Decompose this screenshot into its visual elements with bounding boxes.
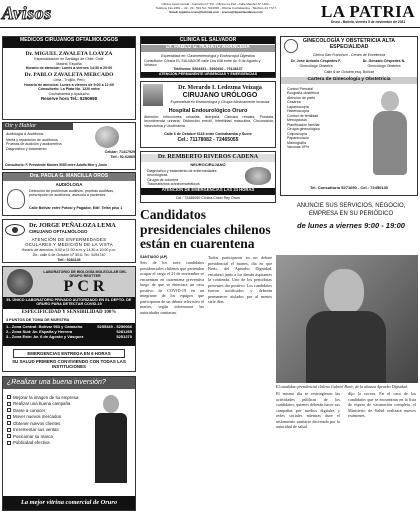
list-item: Publicidad efectiva xyxy=(7,440,87,445)
ad-medicos-oftalmologos: MÉDICOS CIRUJANOS OFTALMÓLOGOS Dr. MIGUEL ZAVALETA LOAYZA Especialización en Santiago de Chile, Chile Madrid, España Horario de atención: Lunes a viernes 14:30 a 20:00 Dr. PABLO ZAVALETA MERCADO Lima - Trujillo, Perú Horario de atención: Lunes a viernes de 9:00 a 12:00 Consultorio: La Plata No. 1220 entre Cochabamba y Ayacucho Reserve hora Tel.: 5250698 xyxy=(2,36,136,120)
clinic-logo xyxy=(284,39,298,53)
ad-realizar-inversion: ¿Realizar una buena inversión? Mejorar la imagen de su empresa Realizar una buena campaña Darse a conocer Mover nuevos mercados Obtener nuevos clientes Incrementar sus ventas Posicionar su marca Publicidad efectiva La mejor vitrina comercial de Oruro xyxy=(2,376,136,511)
office-info: Oficina Casa Central - Camacho N° 3/2 - Oficina La Paz - Calle Méndez N° 1400 - Teléfono Fax 2281 -- 22 - 23 - 591 Tel: 7613593 - Oficina Cochabamba - Teléfono 44 772 7 Email: lapatria.oruro@hotmail.com - prensa@lapatriaenlinea.com xyxy=(155,2,277,14)
checkbox-icon xyxy=(7,408,11,412)
newspaper-logo: LA PATRIA xyxy=(320,2,416,21)
sucursal-row: 2.- Zona Sud: Av. España y Herrera 5281255 xyxy=(6,328,132,334)
list-item: Posicionar su marca xyxy=(7,434,87,439)
ad-oir-hablar: Oír y Hablar Audiología & Audífonos Venta y reparación de audífonos Pruebas de audición y audiometría Diagnóstico y tratamiento Celular: 71417929 Telf.: 52-62860 Consultorio: F. Presidente Montes 5085 entre Adolfo Mier y Junín xyxy=(2,122,136,170)
article-body: SANTIAGO (AP) Seis de los siete candidatos presidenciales chilenos que pretenden ocupar el cargo el 21 de noviembre se encuentran en cuarentena preventiva luego de que se detectara un caso positivo de COVID-19 en un integrante de los equipos que participaron de un debate televisivo el martes, según informaron las autoridades sanitarias. Todos participaron en un debate presidencial el martes, día en que Boric, del Apruebo Dignidad, encabezó junto a los demás aspirantes la contienda. Uno de los periodistas presentes dio positivo. Los candidatos fueron notificados y deberán permanecer aislados por al menos siete días. El mismo día se restringieron las actividades públicas de los candidatos, quienes deberán hacer sus campañas por medios digitales y redes sociales mientras dure el aislamiento sanitario decretado por la autoridad de salud. dijo la vocera. En el caso de los candidatos que se encuentran en la lista de espera de vacunación completa, el Ministerio de Salud realizará nuevos exámenes. xyxy=(140,255,416,430)
virus-image xyxy=(7,269,33,295)
section-title: Avisos xyxy=(2,3,94,23)
checkbox-icon xyxy=(7,434,11,438)
ad-penaloza: Dr. JORGE PEÑALOZA LEMA CIRUJANO OFTALMÓLOGO ATENCIÓN DE ENFERMEDADES OCULARES Y MEDICIÓN DE LA VISTA Horario de atención: 9:00 a 11:30 a.m. y 14:30 a 19:00 p.m. Dir.: calle 6 de Octubre N° 5011 Tel.: 5254740 Telf.: 5284136 xyxy=(2,219,136,263)
hearing-aid-image xyxy=(95,126,119,148)
list-item: Mejorar la imagen de su empresa xyxy=(7,395,87,400)
pcr-logo: PCR xyxy=(63,278,109,295)
list-item: Darse a conocer xyxy=(7,408,87,413)
checkbox-icon xyxy=(7,441,11,445)
list-item: Incrementar sus ventas xyxy=(7,427,87,432)
businessman-image xyxy=(91,395,131,485)
article-headline: Candidatos presidenciales chilenos están en cuarentena xyxy=(140,207,271,252)
doctor-photo xyxy=(143,84,163,106)
ad-mancilla: Dra. PAOLA G. MANCILLA OROS AUDIÓLOGA Detección de problemas auditivos, pruebas auditivas, prescripción de audífonos, asesoría a pacientes Calle Bolívar entre Potosí y Pagador, Edif. Tefan piso 1 xyxy=(2,172,136,216)
brain-image xyxy=(245,167,271,185)
sucursal-row: 1.- Zona Central: Bolívar 963 y Camacho 5255349 - 5250066 xyxy=(6,323,132,329)
dateline: Oruro - Bolivia, viernes 5 de noviembre de 2021 xyxy=(330,20,406,24)
photo-caption: El candidato presidencial chileno Gabriel Boric, de la alianza Apruebo Dignidad. xyxy=(276,384,408,389)
checkbox-icon xyxy=(7,395,11,399)
checkbox-icon xyxy=(7,402,11,406)
ad-laboratorio-pcr: LABORATORIO DE BIOLOGÍA MOLECULAR DEL GRUPO REUTTER PCR EL ÚNICO LABORATORIO PRIVADO AUTORIZADO EN EL DEPTO. DE ORURO PARA DETECTAR COVID-19 ESPECIFICIDAD Y SENSIBILIDAD 100% 3 PUNTOS DE TOMA DE MUESTRA 1.- Zona Central: Bolívar 963 y Camacho 5255349 - 5250066 2.- Zona Sud: Av. España y Herrera 5281255 3.- Zona Este: Av. 6 de Agosto y Vásquez 5251270 EMERGENCIAS ENTREGA EN 6 HORAS SU SALUD PRIMERO CONVIVIENDO CON TODAS LAS INSTITUCIONES xyxy=(2,266,136,372)
ad-clinica-salvador: CLÍNICA EL SALVADOR Dr. PABLO G. HORATO ARANCIBIA Especialista en: Gastroenterología y Endoscopía Digestiva Consultorio: Clínica EL SALVADOR calle Lira 648 entre Av. 6 de Agosto y Velasco Teléfonos: 5264331 - 5260410 - 76138137 ATENCIÓN PERMANENTE URGENCIAS Y EMERGENCIAS xyxy=(140,36,276,78)
woman-image xyxy=(367,91,413,177)
newspaper-header xyxy=(0,0,420,28)
slogan: La mejor vitrina comercial de Oruro xyxy=(3,496,135,510)
sucursal-row: 3.- Zona Este: Av. 6 de Agosto y Vásquez 5251270 xyxy=(6,333,132,339)
list-item: Realizar una buena campaña xyxy=(7,401,87,406)
article-photo xyxy=(276,255,418,383)
list-item: Mover nuevos mercados xyxy=(7,414,87,419)
ad-riveros-neurocirujano: Dr. REMBERTO RIVEROS CADENA NEUROCIRUJANO Diagnóstico y tratamiento de enfermedades neurológicas Cirugía de columna Traumatismos craneoencefálicos ATENCIÓN DE EMERGENCIAS LAS 24 HORAS Cel.: 72486050 Clínica Cristo Rey Oruro xyxy=(140,151,276,203)
checkbox-icon xyxy=(7,415,11,419)
ad-ledezma-urologo: Dr. Merardo I. Ledezma Veizaga CIRUJANO URÓLOGO Especialista en Endourología y Cirugía Mínimamente Invasiva Hospital Endourológico Oruro Atención: Infecciones urinarias, litotripsia, Cálculos renales, Próstata, Incontinencia urinaria, Disfunción eréctil, Infertilidad masculina, Circuncisión, Vasectomía y Urodinamia. Calle 6 de Octubre 6118 entre Cochabamba y Sucre Cel.: 71178082 - 72465055 xyxy=(140,81,276,148)
checkbox-icon xyxy=(7,428,11,432)
ad-ginecologia: GINECOLOGÍA Y OBSTETRICIA ALTA ESPECIALIDAD Clínica San Francisco - Centro de Excelencia Dr. Jose Antonio Céspedes F. Ginecólogo Obstetra Dr. Gonzalo Céspedes N. Ginecólogo Obstetra Calle 6 de Octubre esq. Bolívar Cartera de Ginecología y Obstetricia Control Prenatal Ecografía obstétrica Atención de parto Cesárea Laparoscopía Histeroscopía Control de fertilidad Menopausia Planificación familiar Cirugía ginecológica Colposcopía Papanicolaou Mamografía Vacunas VPH Tel. Consultorio 5271050 - Cel.: 72450130 xyxy=(280,36,418,196)
ad-title: MÉDICOS CIRUJANOS OFTALMÓLOGOS xyxy=(3,37,135,48)
ear-icon xyxy=(7,189,25,209)
checkbox-icon xyxy=(7,421,11,425)
list-item: Obtener nuevos clientes xyxy=(7,421,87,426)
promo-box: ANUNCIE SUS SERVICIOS, NEGOCIO, EMPRESA EN SU PERIÓDICO de lunes a viernes 9:00 - 19:00 xyxy=(296,203,406,230)
